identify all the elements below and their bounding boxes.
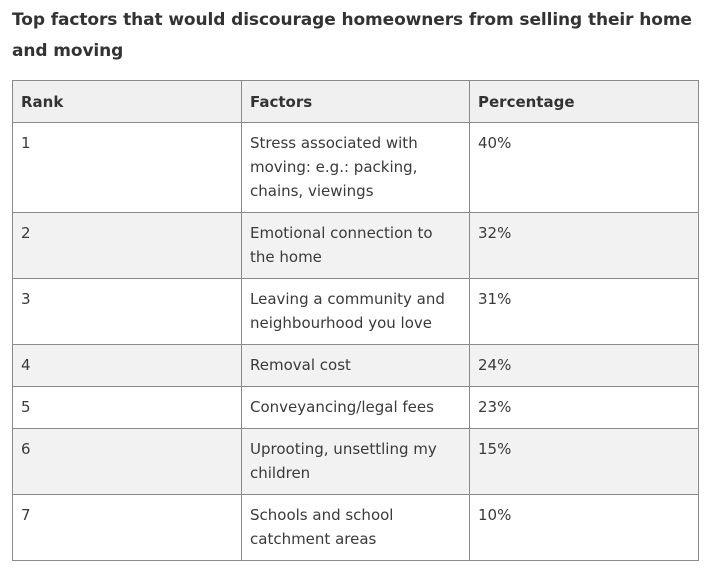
page-title: Top factors that would discourage homeowners from selling their home and moving (12, 10, 692, 61)
rank-cell: 5 (13, 387, 242, 429)
table-row (13, 495, 699, 561)
header-percentage: Percentage (470, 81, 699, 123)
factor-cell: Emotional connection to the home (242, 213, 470, 279)
table-row (13, 123, 699, 213)
rank-cell: 6 (13, 429, 242, 495)
factor-cell: Schools and school catchment areas (242, 495, 470, 561)
factors-table (12, 80, 699, 561)
percentage-cell: 15% (470, 429, 699, 495)
factor-cell: Conveyancing/legal fees (242, 387, 470, 429)
percentage-cell: 31% (470, 279, 699, 345)
table-header-row (13, 81, 699, 123)
rank-cell: 3 (13, 279, 242, 345)
table-row (13, 345, 699, 387)
percentage-cell: 23% (470, 387, 699, 429)
percentage-cell: 24% (470, 345, 699, 387)
header-factors: Factors (242, 81, 470, 123)
rank-cell: 1 (13, 123, 242, 213)
table-row (13, 387, 699, 429)
factor-cell: Removal cost (242, 345, 470, 387)
factor-cell: Stress associated with moving: e.g.: packing, chains, viewings (242, 123, 470, 213)
table-row (13, 213, 699, 279)
factor-cell: Uprooting, unsettling my children (242, 429, 470, 495)
rank-cell: 2 (13, 213, 242, 279)
percentage-cell: 10% (470, 495, 699, 561)
percentage-cell: 40% (470, 123, 699, 213)
table-row (13, 429, 699, 495)
header-rank: Rank (13, 81, 242, 123)
percentage-cell: 32% (470, 213, 699, 279)
rank-cell: 4 (13, 345, 242, 387)
rank-cell: 7 (13, 495, 242, 561)
table-row (13, 279, 699, 345)
factor-cell: Leaving a community and neighbourhood you love (242, 279, 470, 345)
